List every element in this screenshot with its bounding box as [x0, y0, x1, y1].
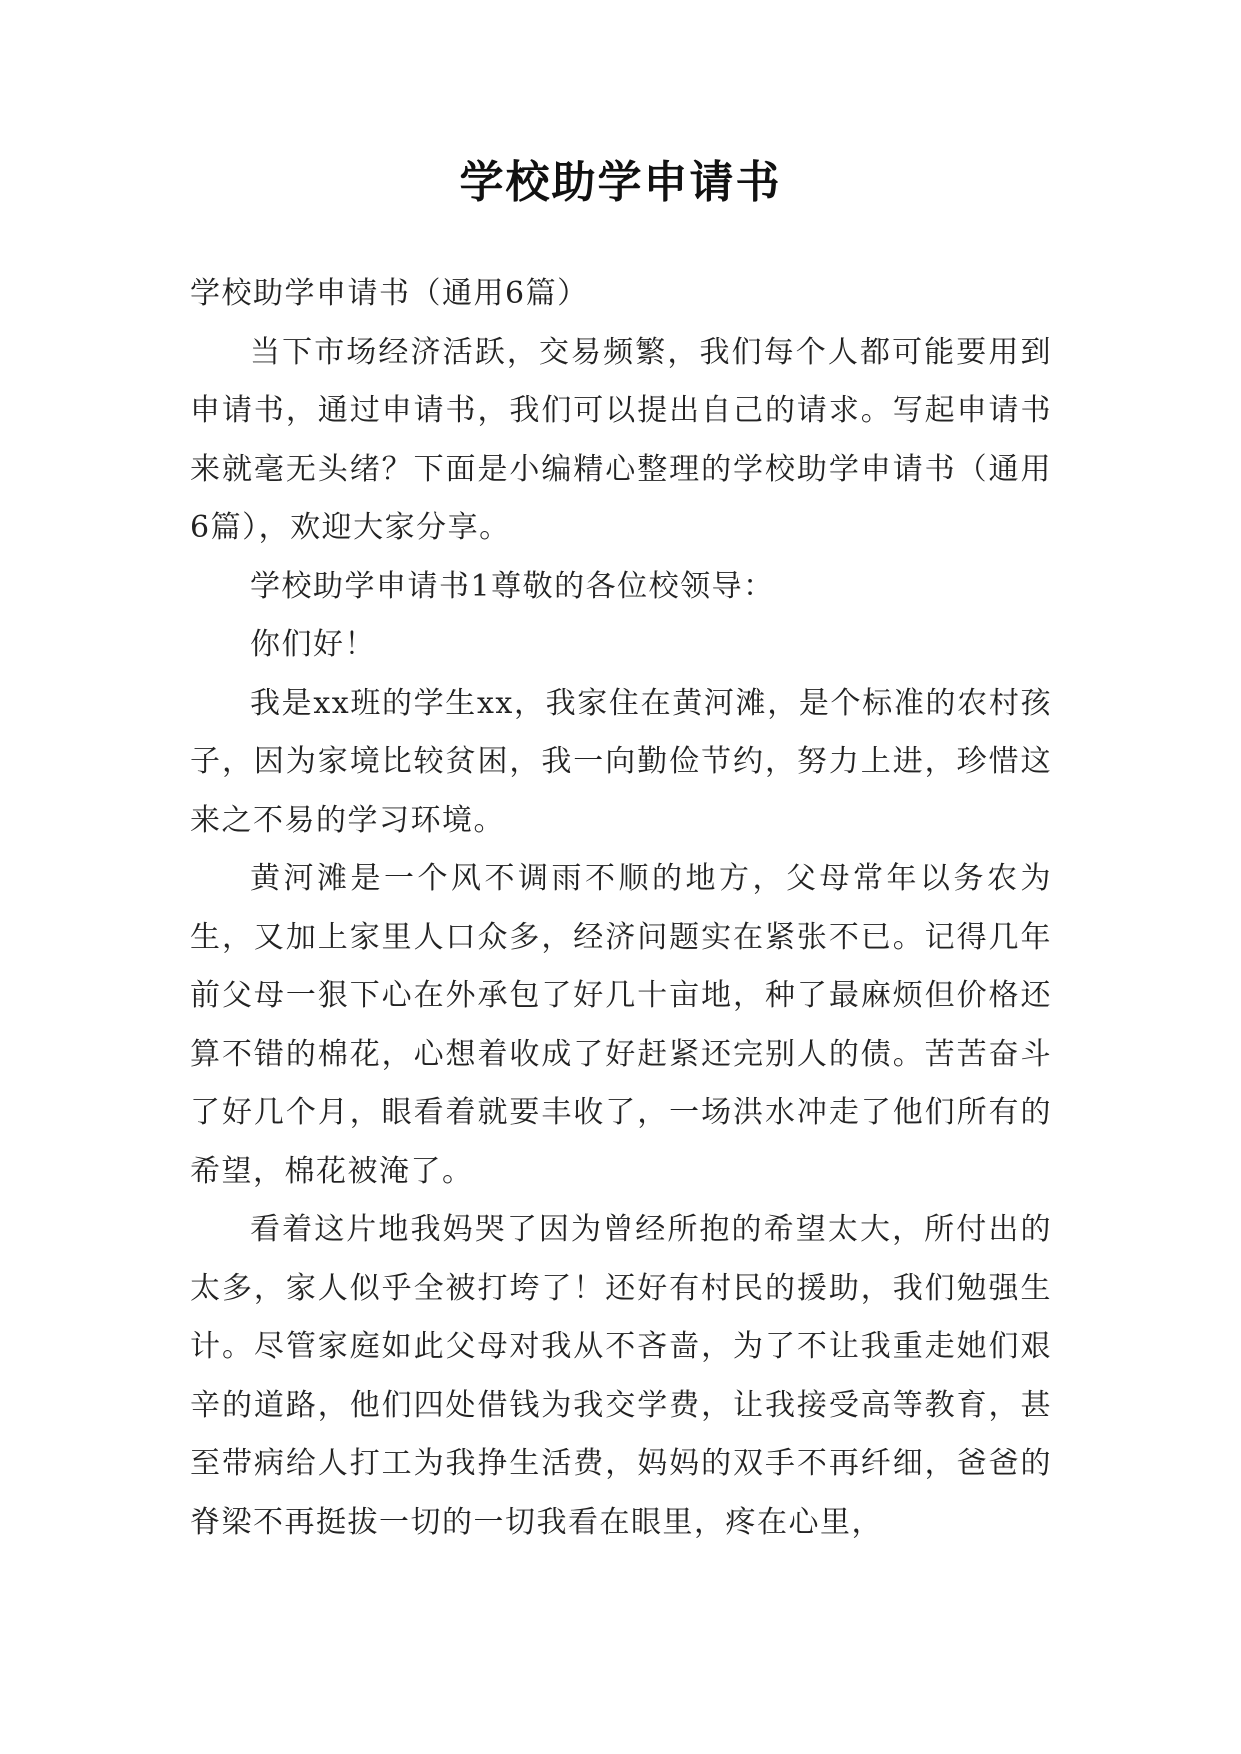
- paragraph-greeting: 你们好！: [250, 627, 376, 662]
- paragraph-body: 黄河滩是一个风不调雨不顺的地方，父母常年以务农为生，又加上家里人口众多，经济问题实在紧张不已。记得几年前父母一狠下心在外承包了好几十亩地，种了最麻烦但价格还算不错的棉花，心想着收成了好赶紧还完别人的债。苦苦奋斗了好几个月，眼看着就要丰收了，一场洪水冲走了他们所有的希望，棉花被淹了。: [190, 861, 1052, 1189]
- paragraph-salutation: 学校助学申请书1尊敬的各位校领导：: [250, 568, 775, 604]
- paragraph-subtitle: 学校助学申请书（通用6篇）: [190, 276, 589, 311]
- paragraph-intro: 当下市场经济活跃，交易频繁，我们每个人都可能要用到申请书，通过申请书，我们可以提出自己的请求。写起申请书来就毫无头绪？下面是小编精心整理的学校助学申请书（通用6篇），欢迎大家分享。: [190, 334, 1052, 545]
- paragraph-body: 看着这片地我妈哭了因为曾经所抱的希望太大，所付出的太多，家人似乎全被打垮了！还好有村民的援助，我们勉强生计。尽管家庭如此父母对我从不吝啬，为了不让我重走她们艰辛的道路，他们四处借钱为我交学费，让我接受高等教育，甚至带病给人打工为我挣生活费，妈妈的双手不再纤细，爸爸的脊梁不再挺拔一切的一切我看在眼里，疼在心里，: [190, 1212, 1052, 1540]
- document-body: [190, 265, 1052, 1552]
- paragraph-body: 我是xx班的学生xx，我家住在黄河滩，是个标准的农村孩子，因为家境比较贫困，我一向勤俭节约，努力上进，珍惜这来之不易的学习环境。: [190, 685, 1052, 838]
- document-title: 学校助学申请书: [459, 157, 782, 208]
